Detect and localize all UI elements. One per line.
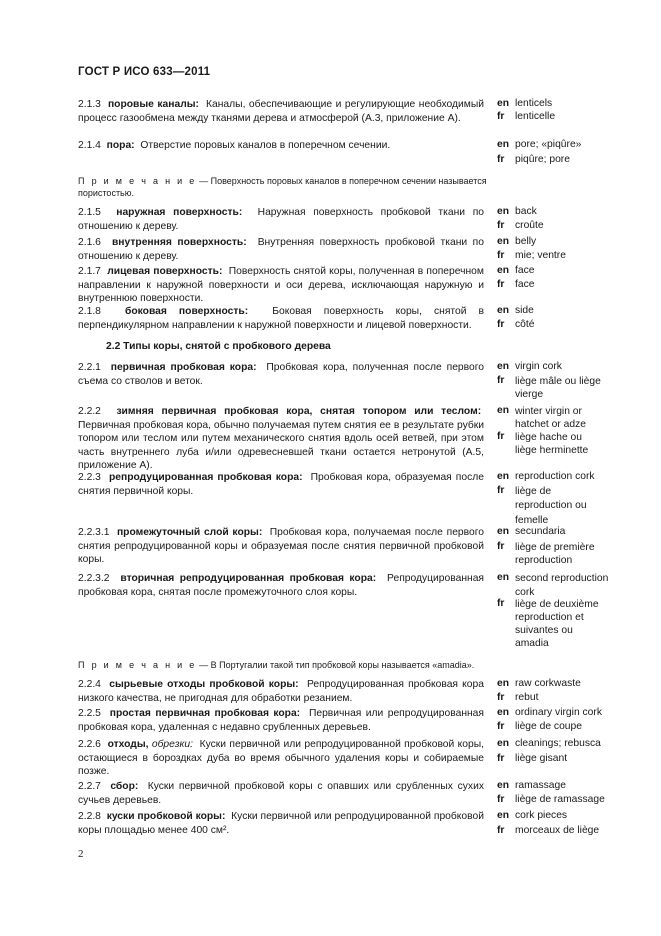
entry-text: 2.2.4 сырьевые отходы пробковой коры: Репродуцированная пробковая кора низкого качества, не пригодная для обработки резанием. [78, 679, 484, 704]
term-fr: liège de deuxième reproduction et suivantes ou amadia [515, 599, 599, 649]
lang-fr: fr [497, 794, 505, 805]
term-en: ramassage [515, 780, 566, 791]
lang-en: en [497, 405, 510, 416]
lang-fr: fr [497, 220, 505, 231]
term-en: second reproduction cork [515, 573, 609, 598]
term-fr: rebut [515, 692, 539, 703]
entry-text: 2.2.6 отходы, обрезки: Куски первичной или репродуцированной пробковой коры, остающиеся в бороздках дуба во время обычного удаления коры и собираемые позже. [78, 739, 484, 777]
entry-text: 2.2.7 сбор: Куски первичной пробковой коры с опавших или срубленных сухих сучьев деревьев. [78, 781, 484, 806]
entry-text: 2.1.7 лицевая поверхность: Поверхность снятой коры, полученная в поперечном направлении к наружной поверхности и оси дерева, исключающая наружную и внутреннюю поверхности. [78, 266, 484, 304]
entry-text: 2.1.8 боковая поверхность: Боковая поверхность коры, снятой в перпендикулярном направлении к наружной поверхности и лицевой поверхности. [78, 306, 484, 331]
lang-en: en [497, 780, 510, 791]
lang-en: en [497, 265, 510, 276]
term-fr: liège de ramassage [515, 794, 605, 805]
entry-text: 2.1.6 внутренняя поверхность: Внутренняя поверхность пробковой ткани по отношению к дереву. [78, 237, 484, 262]
lang-fr: fr [497, 154, 505, 165]
term-fr: liège de première reproduction [515, 542, 595, 566]
lang-fr: fr [497, 598, 505, 609]
lang-en: en [497, 361, 510, 372]
lang-fr: fr [497, 541, 505, 552]
lang-en: en [497, 572, 510, 583]
term-en: ordinary virgin cork [515, 707, 602, 718]
lang-fr: fr [497, 250, 505, 261]
lang-en: en [497, 526, 510, 537]
term-en: lenticels [515, 98, 553, 109]
entry-text: 2.2.2 зимняя первичная пробковая кора, снятая топором или теслом: Первичная пробковая кора, обычно получаемая путем снятия ее в результате рубки топором или теслом или путем механического снятия вдоль осей ветвей, при этом часть внутреннего луба и/или одревесневшей ткани остается нетронутой (А.5, приложение А). [78, 406, 484, 471]
entry-text: 2.2.3.1 промежуточный слой коры: Пробковая кора, получаемая после первого снятия репродуцированной коры и образуемая после снятия первичной пробковой коры. [78, 527, 484, 565]
lang-fr: fr [497, 279, 505, 290]
term-en: pore; «piqûre» [515, 139, 582, 150]
term-en: secundaria [515, 526, 566, 537]
term-fr: croûte [515, 220, 544, 231]
term-fr: face [515, 279, 535, 290]
term-fr: liège de coupe [515, 721, 582, 732]
section-heading: 2.2 Типы коры, снятой с пробкового дерева [106, 341, 331, 352]
lang-fr: fr [497, 721, 505, 732]
term-fr: liège mâle ou liège vierge [515, 376, 601, 400]
lang-fr: fr [497, 485, 505, 496]
lang-fr: fr [497, 111, 505, 122]
page-number: 2 [78, 848, 84, 860]
entry-text: 2.2.1 первичная пробковая кора: Пробковая кора, полученная после первого съема со стволов и веток. [78, 362, 484, 387]
lang-en: en [497, 305, 510, 316]
term-en: side [515, 305, 534, 316]
term-en: virgin cork [515, 361, 562, 372]
lang-fr: fr [497, 431, 505, 442]
term-en: reproduction cork [515, 471, 595, 482]
lang-en: en [497, 98, 510, 109]
lang-en: en [497, 810, 510, 821]
entry-text: 2.2.3.2 вторичная репродуцированная пробковая кора: Репродуцированная пробковая кора, снятая после промежуточного слоя коры. [78, 573, 485, 598]
lang-en: en [497, 738, 510, 749]
entry-text: 2.1.3 поровые каналы: Каналы, обеспечивающие и регулирующие необходимый процесс газообмена между тканями дерева и атмосферой (А.3, приложение А). [78, 99, 484, 124]
term-en: belly [515, 236, 537, 247]
lang-en: en [497, 236, 510, 247]
term-fr: mie; ventre [515, 250, 566, 261]
term-en: winter virgin or hatchet or adze [515, 406, 586, 430]
term-en: face [515, 265, 535, 276]
lang-en: en [497, 139, 510, 150]
term-fr: lenticelle [515, 111, 556, 122]
lang-en: en [497, 678, 510, 689]
entry-text: 2.2.8 куски пробковой коры: Куски первичной или репродуцированной пробковой коры площадью менее 400 см². [78, 811, 484, 836]
term-en: cleanings; rebusca [515, 738, 601, 749]
entry-text: 2.2.5 простая первичная пробковая кора: Первичная или репродуцированная пробковая кора, удаленная с недавно срубленных деревьев. [78, 708, 484, 733]
entry-text: 2.1.5 наружная поверхность: Наружная поверхность пробковой ткани по отношению к дереву. [78, 207, 484, 232]
lang-en: en [497, 707, 510, 718]
document-header: ГОСТ Р ИСО 633—2011 [78, 66, 211, 78]
entry-text: 2.2.3 репродуцированная пробковая кора: Пробковая кора, образуемая после снятия первичной коры. [78, 472, 484, 497]
entry-text: 2.1.4 пора: Отверстие поровых каналов в поперечном сечении. [78, 140, 391, 151]
note: П р и м е ч а н и е — В Португалии такой тип пробковой коры называется «amadia». [78, 660, 475, 670]
lang-fr: fr [497, 825, 505, 836]
term-en: back [515, 206, 537, 217]
lang-fr: fr [497, 753, 505, 764]
term-fr: morceaux de liège [515, 825, 600, 836]
term-fr: piqûre; pore [515, 154, 570, 165]
term-en: cork pieces [515, 810, 568, 821]
term-en: raw corkwaste [515, 678, 581, 689]
lang-fr: fr [497, 692, 505, 703]
term-fr: côté [515, 319, 535, 330]
note: П р и м е ч а н и е — Поверхность поровых каналов в поперечном сечении называется пористостью. [78, 176, 487, 198]
term-fr: liège hache ou liège herminette [515, 432, 589, 456]
lang-fr: fr [497, 375, 505, 386]
lang-fr: fr [497, 319, 505, 330]
lang-en: en [497, 471, 510, 482]
lang-en: en [497, 206, 510, 217]
term-fr: liège gisant [515, 753, 568, 764]
term-fr: liège de reproduction ou femelle [515, 486, 587, 526]
